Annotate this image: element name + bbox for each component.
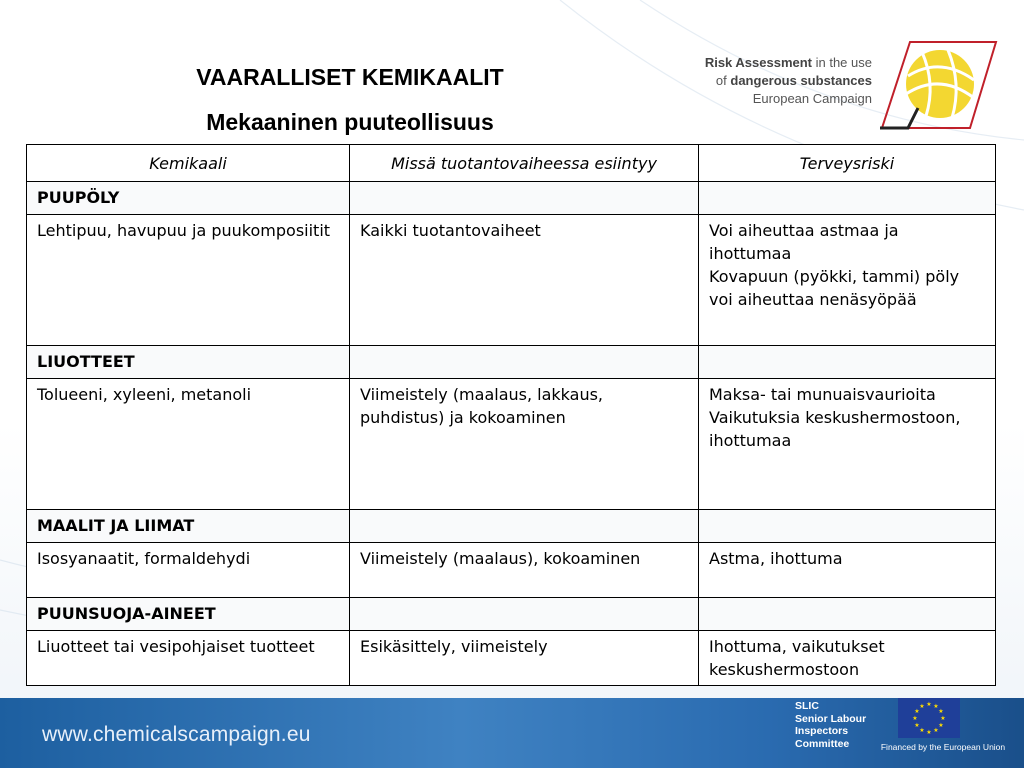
empty-cell: [350, 598, 699, 631]
empty-cell: [350, 182, 699, 215]
globe-logo-icon: [878, 36, 1008, 136]
empty-cell: [699, 346, 996, 379]
logo-line1-rest: in the use: [812, 55, 872, 70]
risk-cell: [699, 215, 996, 346]
empty-cell: [350, 510, 699, 543]
logo-line1-bold: Risk Assessment: [704, 55, 812, 70]
empty-cell: [699, 598, 996, 631]
category-label: MAALIT JA LIIMAT: [27, 510, 350, 543]
column-header-health-risk: Terveysriski: [699, 145, 996, 182]
svg-text:★: ★: [926, 729, 932, 736]
svg-text:★: ★: [919, 703, 925, 710]
table-row: [27, 631, 996, 686]
category-label: PUUNSUOJA-AINEET: [27, 598, 350, 631]
slic-line: Committee: [795, 737, 850, 750]
chemical-cell: Liuotteet tai vesipohjaiset tuotteet: [27, 631, 350, 686]
svg-text:★: ★: [940, 715, 946, 722]
chemical-cell: Tolueeni, xyleeni, metanoli: [27, 379, 350, 510]
eu-caption: Financed by the European Union: [880, 742, 1006, 752]
svg-text:★: ★: [912, 715, 918, 722]
svg-text:★: ★: [938, 722, 944, 729]
risk-line: Kovapuun (pyökki, tammi) pöly voi aiheuttaa nenäsyöpää: [709, 267, 960, 309]
svg-text:★: ★: [919, 727, 925, 734]
risk-line: Ihottuma, vaikutukset keskushermostoon: [709, 637, 885, 679]
logo-line2-rest: of: [715, 73, 731, 88]
eu-flag-icon: [898, 698, 960, 738]
empty-cell: [699, 182, 996, 215]
svg-text:★: ★: [933, 727, 939, 734]
slic-logo: [795, 700, 875, 750]
svg-text:★: ★: [926, 701, 932, 708]
risk-cell: [699, 379, 996, 510]
category-row: [27, 598, 996, 631]
chemical-cell: Lehtipuu, havupuu ja puukomposiitit: [27, 215, 350, 346]
slic-line: SLIC: [795, 700, 819, 712]
footer-url-link[interactable]: www.chemicalscampaign.eu: [42, 723, 311, 746]
svg-text:★: ★: [938, 708, 944, 715]
slic-line: Senior Labour: [795, 712, 867, 725]
category-label: PUUPÖLY: [27, 182, 350, 215]
risk-line: Voi aiheuttaa astmaa ja ihottumaa: [709, 221, 899, 263]
stage-cell: Viimeistely (maalaus), kokoaminen: [350, 543, 699, 598]
page-title: VAARALLISET KEMIKAALIT: [196, 64, 504, 90]
chemical-cell: Isosyanaatit, formaldehydi: [27, 543, 350, 598]
risk-cell: [699, 543, 996, 598]
logo-line3: European Campaign: [752, 91, 872, 106]
stage-cell: Esikäsittely, viimeistely: [350, 631, 699, 686]
column-header-stage: Missä tuotantovaiheessa esiintyy: [350, 145, 699, 182]
category-label: LIUOTTEET: [27, 346, 350, 379]
empty-cell: [350, 346, 699, 379]
svg-text:★: ★: [914, 708, 920, 715]
category-row: [27, 510, 996, 543]
svg-text:★: ★: [933, 703, 939, 710]
column-header-chemical: Kemikaali: [27, 145, 350, 182]
empty-cell: [699, 510, 996, 543]
risk-line: Vaikutuksia keskushermostoon, ihottumaa: [709, 408, 961, 450]
slic-line: Inspectors: [795, 725, 849, 737]
stage-cell: Kaikki tuotantovaiheet: [350, 215, 699, 346]
table-row: [27, 543, 996, 598]
category-row: [27, 346, 996, 379]
risk-line: Astma, ihottuma: [709, 549, 843, 568]
campaign-logo-text: [700, 54, 872, 108]
campaign-logo: [700, 36, 1010, 136]
category-row: [27, 182, 996, 215]
risk-cell: [699, 631, 996, 686]
logo-line2-bold: dangerous substances: [730, 73, 872, 88]
risk-line: Maksa- tai munuaisvaurioita: [709, 385, 936, 404]
svg-text:★: ★: [914, 722, 920, 729]
table-row: [27, 379, 996, 510]
chemicals-table: [26, 144, 996, 686]
table-row: [27, 215, 996, 346]
page-subtitle: Mekaaninen puuteollisuus: [206, 109, 494, 135]
stage-cell: Viimeistely (maalaus, lakkaus, puhdistus) ja kokoaminen: [350, 379, 699, 510]
table-header-row: [27, 145, 996, 182]
